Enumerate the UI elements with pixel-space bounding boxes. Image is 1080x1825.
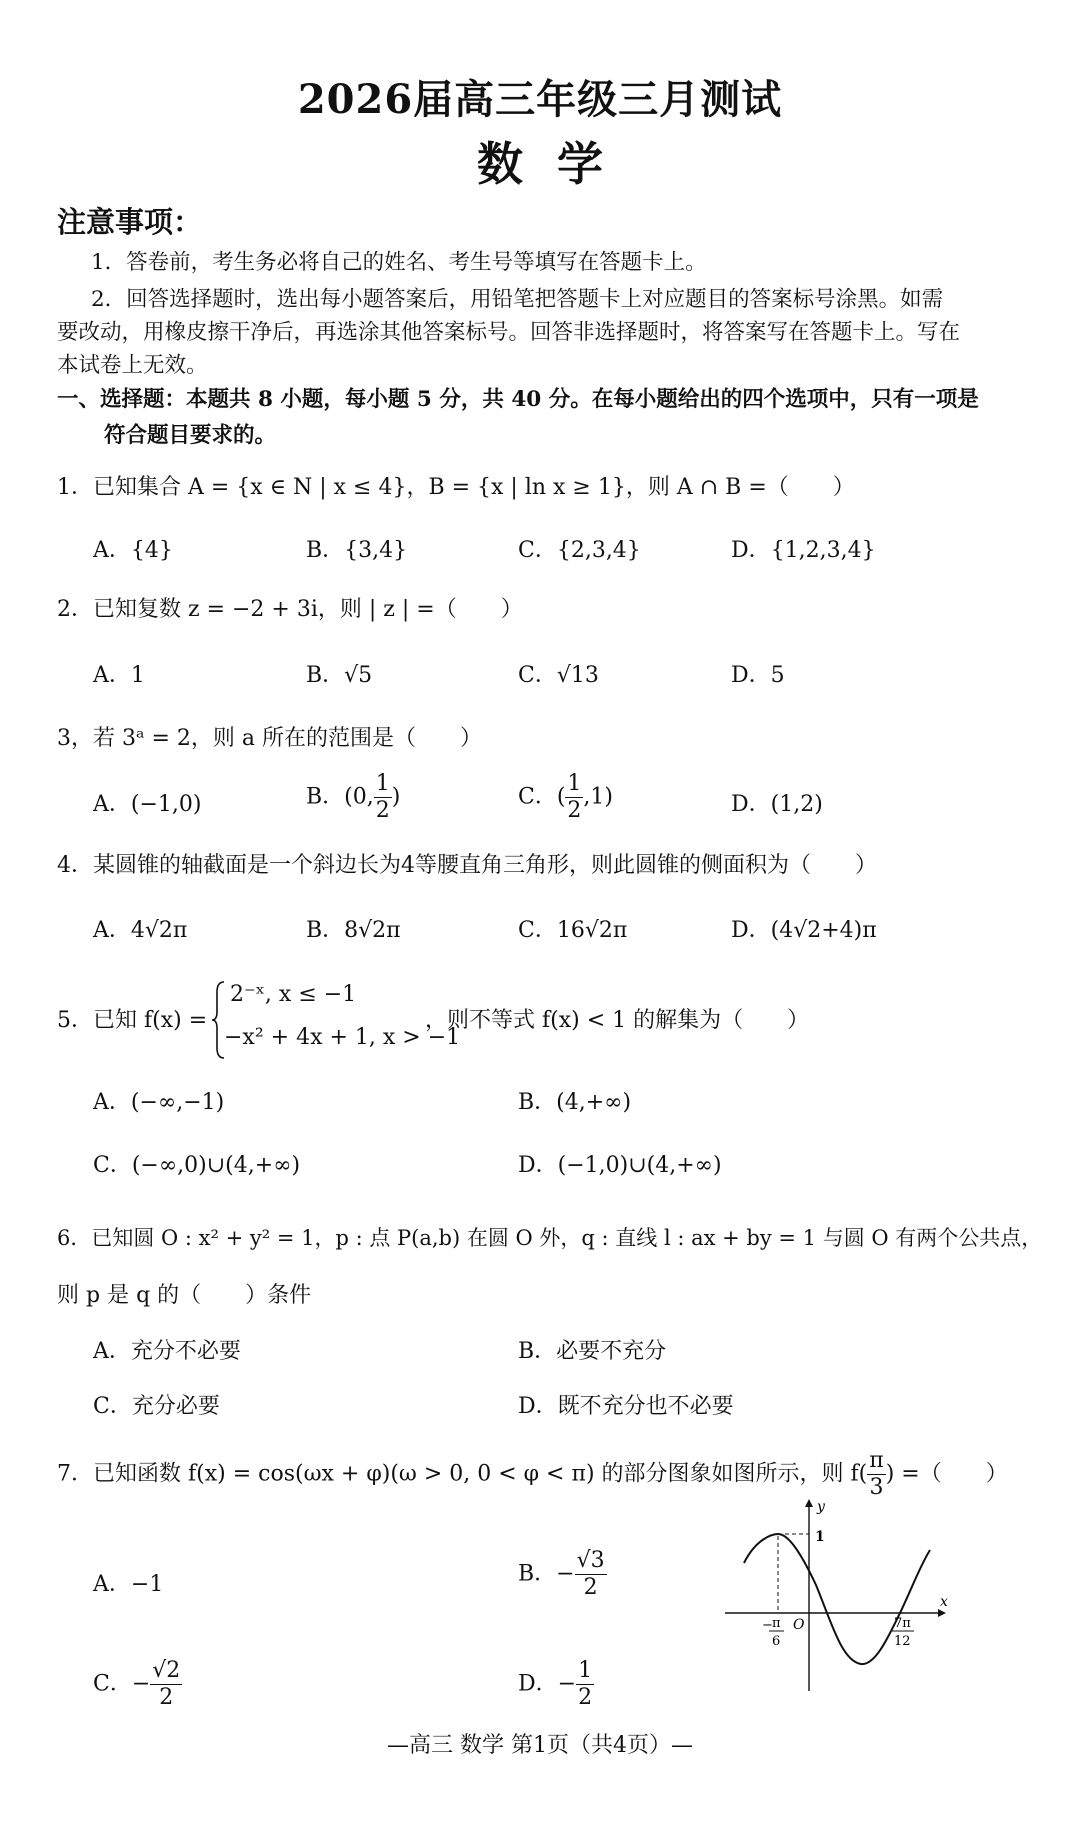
subject-title: 数学 (477, 137, 637, 191)
notice-item-2-line-2: 要改动，用橡皮擦干净后，再选涂其他答案标号。回答非选择题时，将答案写在答题卡上。写在 (57, 320, 961, 345)
question-6-option-d: D．既不充分也不必要 (518, 1394, 734, 1419)
section-heading-line-1: 一、选择题：本题共 8 小题，每小题 5 分，共 40 分。在每小题给出的四个选项中，只有一项是 (57, 387, 979, 412)
question-7-option-d (518, 1660, 594, 1709)
question-6-option-b: B．必要不充分 (518, 1339, 667, 1364)
question-7-stem-frac-den: 3 (869, 1475, 884, 1500)
graph-x-label: x (940, 1594, 948, 1610)
section-heading-line-2: 符合题目要求的。 (104, 423, 277, 448)
question-3-option-b (306, 773, 400, 822)
question-3-option-b-frac-num: 1 (375, 771, 390, 796)
question-6-stem-line-1: 6．已知圆 O : x² + y² = 1，p : 点 P(a,b) 在圆 O 外，q : 直线 l : ax + by = 1 与圆 O 有两个公共点， (57, 1226, 1043, 1250)
question-7-option-c-fraction (150, 1660, 182, 1709)
notice-item-1: 1．答卷前，考生务必将自己的姓名、考生号等填写在答题卡上。 (91, 250, 707, 275)
graph-right-tick-num: 7π (894, 1616, 911, 1631)
question-7-option-a: A．−1 (93, 1572, 164, 1597)
question-5-stem-post: ，则不等式 f(x) < 1 的解集为（ ） (425, 1008, 810, 1033)
notice-item-2-line-3: 本试卷上无效。 (57, 353, 208, 378)
graph-left-tick-sign: − (762, 1618, 773, 1633)
question-1-option-c: C．{2,3,4} (518, 538, 641, 563)
question-3-option-b-fraction (374, 773, 392, 822)
notice-heading: 注意事项： (57, 205, 203, 239)
question-7-option-c-frac-den: 2 (159, 1685, 174, 1710)
question-3-option-c-tail: ,1) (583, 784, 613, 810)
question-1-option-d: D．{1,2,3,4} (731, 538, 876, 563)
graph-right-tick-den: 12 (894, 1634, 911, 1649)
question-7-option-b-frac-den: 2 (583, 1575, 598, 1600)
page-footer: —高三 数学 第1页（共4页）— (387, 1733, 693, 1758)
question-2-option-a: A．1 (93, 663, 145, 688)
question-7-option-d-frac-num: 1 (578, 1658, 593, 1683)
question-6-option-a: A．充分不必要 (93, 1339, 241, 1364)
question-3-option-a: A．(−1,0) (93, 792, 202, 817)
question-4-option-a: A．4√2π (93, 918, 188, 943)
question-4-stem: 4．某圆锥的轴截面是一个斜边长为4等腰直角三角形，则此圆锥的侧面积为（ ） (57, 853, 877, 878)
graph-y-tick-1: 1 (815, 1529, 825, 1545)
question-7-option-b-fraction (575, 1550, 607, 1599)
question-3-option-c (518, 773, 613, 822)
graph-y-arrow (805, 1499, 813, 1507)
question-7-option-c (93, 1660, 182, 1709)
question-7-option-b-label: B．− (518, 1561, 575, 1587)
question-4-option-b: B．8√2π (306, 918, 401, 943)
question-3-option-c-fraction (565, 773, 583, 822)
question-2-option-c: C．√13 (518, 663, 599, 688)
question-6-stem-line-2: 则 p 是 q 的（ ）条件 (57, 1283, 312, 1308)
question-5-option-d: D．(−1,0)∪(4,+∞) (518, 1153, 722, 1178)
question-1-option-a: A．{4} (93, 538, 173, 563)
question-7-stem (57, 1450, 1008, 1499)
question-3-option-c-frac-den: 2 (567, 798, 582, 823)
question-7-stem-text: 7．已知函数 f(x) = cos(ωx + φ)(ω > 0, 0 < φ < π) 的部分图象如图所示，则 f( (57, 1461, 868, 1487)
question-7-stem-frac-num: π (869, 1448, 884, 1473)
question-5-option-a: A．(−∞,−1) (93, 1090, 225, 1115)
question-3-option-c-frac-num: 1 (567, 771, 582, 796)
question-1-option-b: B．{3,4} (306, 538, 408, 563)
question-7-option-b (518, 1550, 607, 1599)
question-2-option-d: D．5 (731, 663, 785, 688)
question-7-stem-fraction (867, 1450, 885, 1499)
question-3-option-d: D．(1,2) (731, 792, 823, 817)
graph-left-tick-den: 6 (772, 1634, 781, 1649)
question-7-option-d-frac-den: 2 (578, 1685, 593, 1710)
question-3-stem: 3，若 3ᵃ = 2，则 a 所在的范围是（ ） (57, 726, 482, 751)
question-3-option-b-label: B．(0, (306, 784, 374, 810)
question-1-stem: 1．已知集合 A = {x ∈ N | x ≤ 4}，B = {x | ln x ≥ 1}，则 A ∩ B =（ ） (57, 475, 855, 500)
graph-origin-label: O (793, 1617, 805, 1633)
question-2-option-b: B．√5 (306, 663, 373, 688)
question-4-option-d: D．(4√2+4)π (731, 918, 877, 943)
question-7-graph (720, 1496, 950, 1696)
question-5-case-1: 2⁻ˣ, x ≤ −1 (230, 982, 357, 1007)
question-7-option-d-fraction (576, 1660, 594, 1709)
question-7-option-c-label: C．− (93, 1671, 151, 1697)
question-5-option-c: C．(−∞,0)∪(4,+∞) (93, 1153, 301, 1178)
question-7-option-d-label: D．− (518, 1671, 577, 1697)
question-7-option-c-frac-num: √2 (152, 1658, 181, 1683)
question-4-option-c: C．16√2π (518, 918, 628, 943)
question-5-option-b: B．(4,+∞) (518, 1090, 632, 1115)
question-5-stem-pre: 5．已知 f(x) = (57, 1008, 208, 1033)
notice-item-2-line-1: 2．回答选择题时，选出每小题答案后，用铅笔把答题卡上对应题目的答案标号涂黑。如需 (91, 287, 944, 312)
graph-left-tick-num: π (772, 1616, 781, 1631)
question-2-stem: 2．已知复数 z = −2 + 3i，则 | z | =（ ） (57, 597, 523, 622)
question-7-stem-tail: ) =（ ） (885, 1461, 1008, 1487)
question-3-option-b-tail: ) (391, 784, 401, 810)
question-6-option-c: C．充分必要 (93, 1394, 220, 1419)
graph-y-label: y (817, 1499, 825, 1515)
graph-x-arrow (938, 1609, 946, 1617)
exam-title: 2026届高三年级三月测试 (297, 76, 783, 123)
question-3-option-c-label: C．( (518, 784, 566, 810)
question-3-option-b-frac-den: 2 (375, 798, 390, 823)
question-7-option-b-frac-num: √3 (576, 1548, 605, 1573)
question-5-case-2: −x² + 4x + 1, x > −1 (224, 1025, 461, 1050)
